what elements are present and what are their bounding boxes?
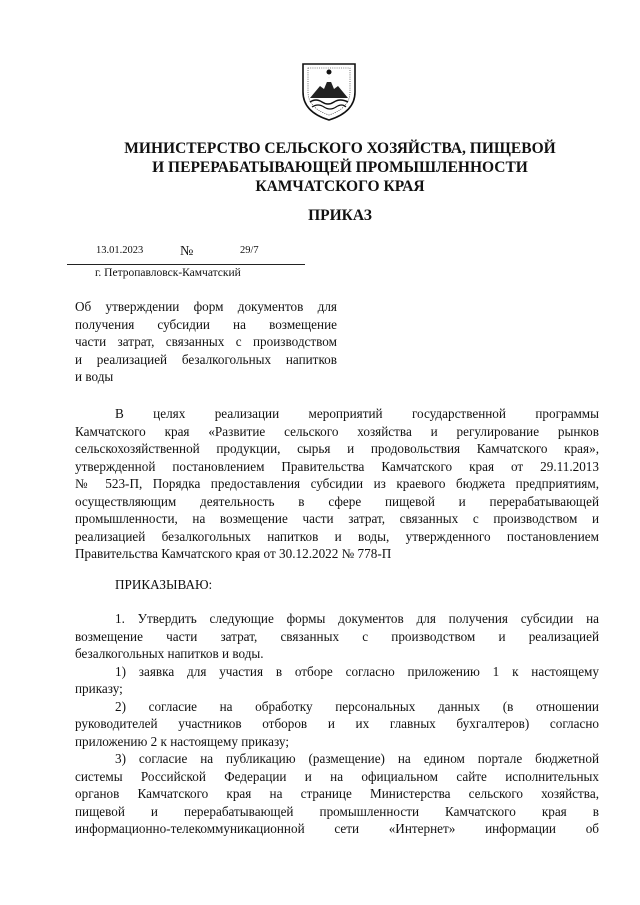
subject-line: и воды [75,369,114,384]
order-number: 29/7 [240,245,259,256]
subject-line: и реализацией безалкогольных напитков [75,351,337,367]
preamble-line: утвержденной постановлением Правительства Камчатского края от 29.11.2013 [75,458,599,474]
item-line: безалкогольных напитков и воды. [75,646,264,661]
item-line: 3) согласие на публикацию (размещение) на едином портале бюджетной [115,751,599,766]
order-number-label: № [180,244,194,259]
order-items [75,610,599,838]
item-line: пищевой и перерабатывающей промышленности Камчатского края в [75,803,599,819]
item-line: приказу; [75,681,123,696]
item-line: 2) согласие на обработку персональных данных (в отношении [115,698,599,714]
item-line: органов Камчатского края на странице Министерства сельского хозяйства, [75,786,599,801]
registration-underline [67,264,305,265]
ministry-header-line: МИНИСТЕРСТВО СЕЛЬСКОГО ХОЗЯЙСТВА, ПИЩЕВОЙ [124,140,556,157]
directive-word: ПРИКАЗЫВАЮ: [115,577,213,592]
preamble-line: № 523-П, Порядка предоставления субсидии из краевого бюджета предприятиям, [75,476,599,491]
subject-line: Об утверждении форм документов для [75,299,337,314]
ministry-header-line: КАМЧАТСКОГО КРАЯ [255,178,425,195]
preamble-line: Камчатского края «Развитие сельского хозяйства и регулирование рынков [75,423,599,439]
subject-line: части затрат, связанных с производством [75,334,337,349]
item-line: руководителей участников отборов и их главных бухгалтеров) согласно [75,716,599,731]
preamble-line: промышленности, на возмещение части затрат, связанных с производством и [75,511,599,526]
preamble-line: В целях реализации мероприятий государственной программы [115,406,599,421]
order-subject [75,298,337,386]
item-line: возмещение части затрат, связанных с производством и реализацией [75,628,599,644]
kamchatka-coat-of-arms-emblem [300,62,358,122]
item-line: приложению 2 к настоящему приказу; [75,733,289,749]
preamble-line: реализацией безалкогольных напитков и воды, утвержденного постановлением [75,528,599,544]
item-line: 1. Утвердить следующие формы документов для получения субсидии на [115,611,599,626]
order-title: ПРИКАЗ [308,207,372,224]
ministry-header-line: И ПЕРЕРАБАТЫВАЮЩЕЙ ПРОМЫШЛЕННОСТИ [152,159,528,176]
order-date: 13.01.2023 [96,245,144,256]
item-line: информационно-телекоммуникационной сети «Интернет» информации об [75,821,599,836]
preamble-line: Правительства Камчатского края от 30.12.2022 № 778-П [75,546,392,561]
preamble-line: сельскохозяйственной продукции, сырья и продовольствия Камчатского края», [75,441,599,456]
preamble-paragraph [75,405,599,563]
item-line: системы Российской Федерации и на официальном сайте исполнительных [75,768,599,784]
preamble-line: осуществляющим деятельность в сфере пищевой и перерабатывающей [75,493,599,509]
item-line: 1) заявка для участия в отборе согласно приложению 1 к настоящему [115,663,599,679]
subject-line: получения субсидии на возмещение [75,316,337,332]
ministry-header [80,139,600,196]
city-line: г. Петропавловск-Камчатский [95,267,241,279]
